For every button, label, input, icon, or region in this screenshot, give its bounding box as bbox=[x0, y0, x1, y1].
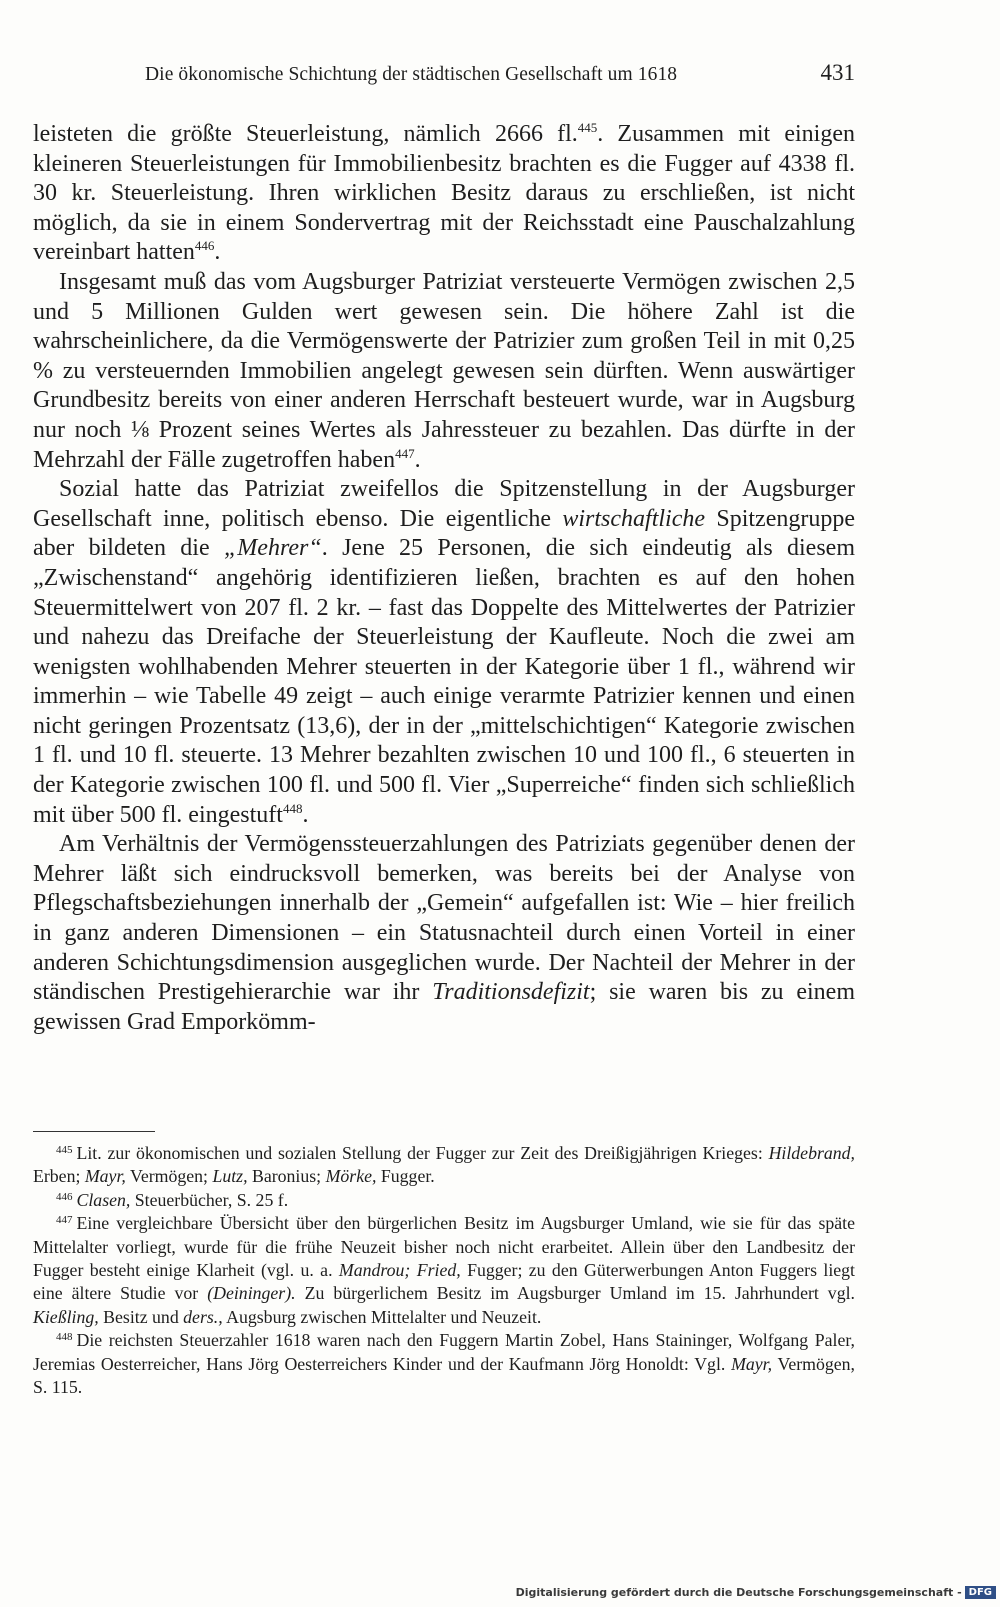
footnote-448 bbox=[33, 1329, 855, 1399]
running-header bbox=[145, 60, 855, 94]
author-name: Mörke, bbox=[325, 1166, 377, 1187]
footnote-number: 448 bbox=[56, 1331, 73, 1344]
paragraph-1 bbox=[33, 120, 855, 268]
text-run: Vermögen; bbox=[125, 1166, 213, 1187]
footnote-446 bbox=[33, 1189, 855, 1212]
text-run: . Zusammen mit einigen kleineren Steuerleistungen für Immobilienbesitz brachten es die Fugger auf 4338 fl. 30 kr. Steuerleistung. Ihren wirklichen Besitz daraus zu erschließen, ist nicht möglich, da sie in einem Sondervertrag mit der Reichsstadt eine Pauschalzahlung vereinbart hatten bbox=[33, 121, 855, 266]
author-name: Clasen, bbox=[76, 1189, 131, 1210]
footnotes bbox=[33, 1142, 855, 1399]
text-run: Eine vergleichbare Übersicht über den bürgerlichen Besitz im Augsburger Umland, wie sie für das späte Mittelalter vorliegt, wurde für die frühe Neuzeit bisher noch nicht erarbeitet. Allein über den Landbesitz der Fugger besteht einige Klarheit (vgl. u. a. bbox=[33, 1213, 855, 1281]
text-run: Spitzengruppe aber bildeten die bbox=[33, 505, 855, 562]
author-name: Mayr, bbox=[731, 1353, 773, 1374]
footnote-447 bbox=[33, 1212, 855, 1329]
footnote-ref-447: 447 bbox=[395, 445, 415, 461]
text-run: . Jene 25 Personen, die sich eindeutig als diesem „Zwischenstand“ angehörig identifizieren ließen, brachten es auf den hohen Steuermittelwert von 207 fl. 2 kr. – fast das Doppelte des Mittelwertes der Patrizier und nahezu das Dreifache der Steuerleistung der Kaufleute. Noch die zwei am wenigsten wohlhabenden Mehrer steuerten in der Kategorie über 1 fl., während wir immerhin – wie Tabelle 49 zeigt – auch einige verarmte Patrizier kennen und einen nicht geringen Prozentsatz (13,6), der in der „mittelschichtigen“ Kategorie zwischen 1 fl. und 10 fl. steuerte. 13 Mehrer bezahlten zwischen 10 und 100 fl., 6 steuerten in der Kategorie zwischen 100 fl. und 500 fl. Vier „Superreiche“ finden sich schließlich mit über 500 fl. eingestuft bbox=[33, 535, 855, 828]
text-run: Sozial hatte das Patriziat zweifellos die Spitzenstellung in der Augsburger Gesellschaft inne, politisch ebenso. Die eigentliche bbox=[33, 476, 855, 532]
running-title: Die ökonomische Schichtung der städtischen Gesellschaft um 1618 bbox=[145, 64, 678, 85]
paragraph-2 bbox=[33, 268, 855, 475]
text-run: Fugger; zu den Güterwerbungen Anton Fuggers liegt eine ältere Studie vor bbox=[33, 1260, 855, 1304]
page-number: 431 bbox=[820, 60, 855, 85]
text-run: Insgesamt muß das vom Augsburger Patriziat versteuerte Vermögen zwischen 2,5 und 5 Millionen Gulden wert gewesen sein. Die höhere Zahl ist die wahrscheinlichere, da die Vermögenswerte der Patrizier zum großen Teil in mit 0,25 % zu versteuernden Immobilien angelegt gewesen sein dürften. Wenn auswärtiger Grundbesitz bereits von einer anderen Herrschaft besteuert wurde, war in Augsburg nur noch ⅛ Prozent seines Wertes als Jahressteuer zu bezahlen. Das dürfte in der Mehrzahl der Fälle zugetroffen haben bbox=[33, 268, 855, 473]
footnote-ref-446: 446 bbox=[194, 238, 215, 254]
text-run: Baronius; bbox=[247, 1166, 326, 1187]
footnote-number: 445 bbox=[56, 1144, 73, 1156]
text-run: leisteten die größte Steuerleistung, nämlich 2666 fl. bbox=[33, 121, 578, 147]
footnote-divider bbox=[33, 1131, 155, 1132]
text-run: . bbox=[214, 239, 221, 266]
digitization-credit bbox=[516, 1583, 996, 1601]
emphasis: „Mehrer“ bbox=[223, 535, 322, 562]
text-run: Lit. zur ökonomischen und sozialen Stellung der Fugger zur Zeit des Dreißigjährigen Krieges: bbox=[76, 1143, 769, 1163]
emphasis: wirtschaftliche bbox=[562, 505, 705, 532]
footnote-445 bbox=[33, 1142, 855, 1189]
author-name: Mayr, bbox=[84, 1166, 126, 1187]
text-run: . bbox=[302, 801, 309, 828]
footnote-number: 446 bbox=[56, 1190, 73, 1203]
author-name: (Deininger). bbox=[207, 1283, 296, 1304]
emphasis: Traditionsdefizit bbox=[432, 979, 590, 1006]
author-name: Hildebrand, bbox=[768, 1143, 855, 1163]
author-name: ders., bbox=[183, 1306, 223, 1327]
text-run: Vermögen, S. 115. bbox=[33, 1353, 855, 1398]
main-text bbox=[33, 120, 855, 1037]
text-run: Die reichsten Steuerzahler 1618 waren nach den Fuggern Martin Zobel, Hans Staininger, Wolfgang Paler, Jeremias Oesterreicher, Hans Jörg Oesterreichers Kinder und der Kaufmann Jörg Honoldt: Vgl. bbox=[33, 1330, 855, 1374]
paragraph-3 bbox=[33, 475, 855, 830]
text-run: Zu bürgerlichem Besitz im Augsburger Umland im 15. Jahrhundert vgl. bbox=[295, 1283, 855, 1304]
text-run: Besitz und bbox=[98, 1306, 184, 1327]
text-run: Erben; bbox=[33, 1166, 85, 1187]
author-name: Mandrou; Fried, bbox=[338, 1260, 461, 1281]
text-run: Augsburg zwischen Mittelalter und Neuzeit. bbox=[222, 1306, 542, 1327]
footnote-ref-445: 445 bbox=[577, 120, 598, 135]
paragraph-4 bbox=[33, 830, 855, 1037]
author-name: Kießling, bbox=[33, 1306, 99, 1327]
footnote-ref-448: 448 bbox=[282, 800, 303, 816]
text-run: Am Verhältnis der Vermögenssteuerzahlungen des Patriziats gegenüber denen der Mehrer läßt sich eindrucksvoll bemerken, was bereits bei der Analyse von Pflegschaftsbeziehungen innerhalb der „Gemein“ aufgefallen ist: Wie – hier freilich in ganz anderen Dimensionen – ein Statusnachteil durch einen Vorteil in einer anderen Schichtungsdimension ausgeglichen wurde. Der Nachteil der Mehrer in der ständischen Prestigehierarchie war ihr bbox=[33, 831, 855, 1006]
dfg-logo: DFG bbox=[965, 1586, 996, 1599]
text-run: ; sie waren bis zu einem gewissen Grad Emporkömm- bbox=[33, 979, 856, 1035]
author-name: Lutz, bbox=[212, 1166, 248, 1187]
text-run: . bbox=[414, 446, 421, 473]
text-run: Fugger. bbox=[376, 1166, 435, 1187]
footnote-number: 447 bbox=[56, 1214, 73, 1227]
text-run: Steuerbücher, S. 25 f. bbox=[130, 1189, 289, 1210]
credit-text: Digitalisierung gefördert durch die Deutsche Forschungsgemeinschaft - bbox=[515, 1585, 962, 1599]
